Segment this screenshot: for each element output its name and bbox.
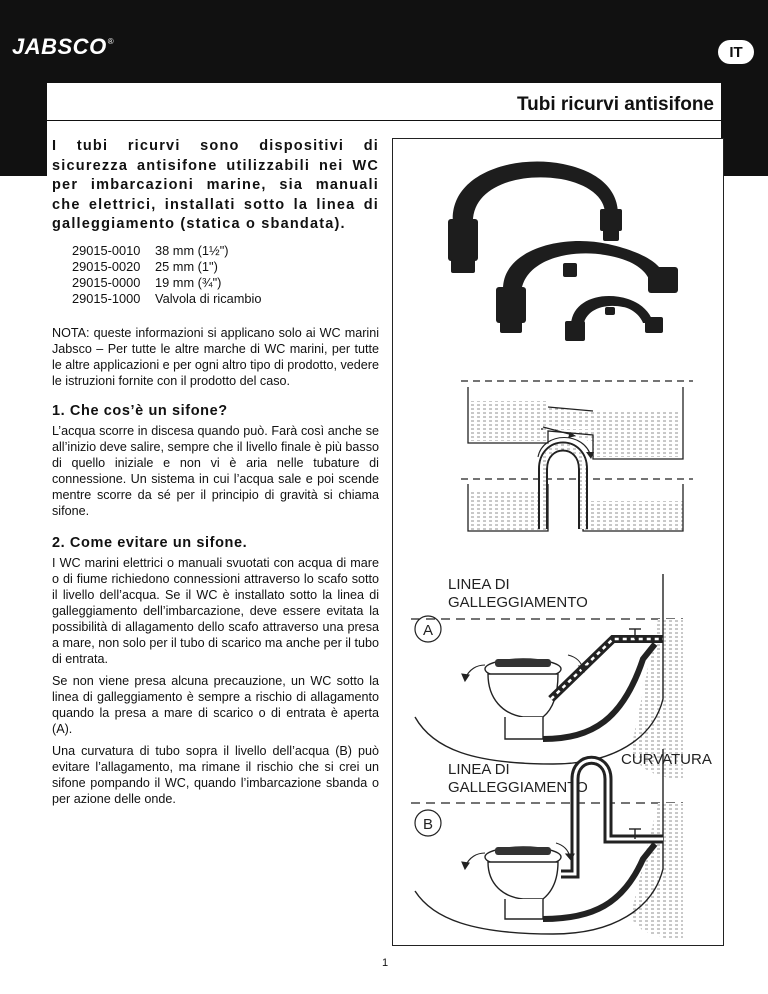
marker-a: A	[422, 622, 434, 639]
title-divider	[47, 120, 721, 121]
product-row	[72, 275, 379, 291]
product-desc: 38 mm (1½")	[155, 242, 229, 258]
waterline-label-a-line2: GALLEGGIAMENTO	[448, 594, 588, 611]
section-2-title: 2. Come evitare un sifone.	[52, 534, 248, 551]
curvature-label: CURVATURA	[621, 751, 712, 768]
header-bar	[0, 0, 768, 83]
section-1-paragraph: L’acqua scorre in discesa quando può. Farà così anche se all’inizio deve salire, sempre che il livello finale è più basso di quello iniziale e non vi è aria nelle tubature di connessione. Un sistema in cui l’acqua sale e poi scende mentre scorre da sé per il principio di gravità si chiama sifone.	[52, 423, 379, 518]
section-1-title: 1. Che cos’è un sifone?	[52, 402, 228, 419]
diagram-b	[411, 749, 712, 939]
section-2-paragraph: Una curvatura di tubo sopra il livello dell’acqua (B) può evitare l’allagamento, ma rimane il rischio che si crei un sifone pompando il WC, quando l’imbarcazione sbanda o per azione delle onde.	[52, 743, 379, 806]
product-code: 29015-0010	[72, 242, 141, 258]
note-paragraph: NOTA: queste informazioni si applicano solo ai WC marini Jabsco – Per tutte le altre marche di WC marini, per tutte le altre applicazioni e per ogni altro tipo di prodotto, vedere le istruzioni fornite con il prodotto del caso.	[52, 325, 379, 388]
product-desc: 25 mm (1")	[155, 258, 218, 274]
waterline-label-b-line2: GALLEGGIAMENTO	[448, 779, 588, 796]
product-code: 29015-1000	[72, 290, 141, 306]
product-code: 29015-0020	[72, 258, 141, 274]
product-list	[72, 243, 379, 307]
page-number: 1	[382, 957, 389, 969]
section-2-paragraph: I WC marini elettrici o manuali svuotati con acqua di mare o di fiume richiedono connessioni attraverso lo scafo sotto il livello dell’acqua. Se il WC è installato sotto la linea di galleggiamento dell’imbarcazione, deve essere evitata la possibilità di allagamento dello scafo attraverso una presa a mare, non solo per il tubo di scarico ma anche per il tubo di entrata.	[52, 555, 379, 666]
section-2-paragraph: Se non viene presa alcuna precauzione, un WC sotto la linea di galleggiamento è sempre a rischio di allagamento quando la presa a mare di scarico o di entrata è aperta (A).	[52, 673, 379, 736]
waterline-label-a-line1: LINEA DI	[448, 576, 510, 593]
registered-mark-icon: ®	[107, 36, 114, 46]
illustration-svg	[393, 139, 723, 945]
intro-paragraph: I tubi ricurvi sono dispositivi di sicurezza antisifone utilizzabili nei WC per imbarcazioni marine, sia manuali che elettrici, installati sotto la linea di galleggiamento (statica o sbandata).	[52, 138, 379, 232]
page-title: Tubi ricurvi antisifone	[516, 94, 714, 115]
toilet-icon	[485, 847, 561, 919]
left-margin-strip	[0, 83, 47, 176]
diagram-a	[411, 574, 683, 779]
illustration-panel	[392, 138, 724, 946]
jabsco-logo	[12, 30, 114, 64]
product-row	[72, 243, 379, 259]
waterline-label-b-line1: LINEA DI	[448, 761, 510, 778]
product-desc: 19 mm (¾")	[155, 274, 222, 290]
antisiphon-loops-photo	[448, 162, 678, 342]
text-column	[52, 137, 379, 813]
right-margin-strip	[721, 83, 768, 176]
toilet-icon	[485, 659, 561, 739]
language-badge: IT	[718, 40, 754, 64]
medium-loop	[503, 241, 665, 294]
product-code: 29015-0000	[72, 274, 141, 290]
brand-name: JABSCO	[12, 34, 107, 59]
product-row	[72, 291, 379, 307]
product-row	[72, 259, 379, 275]
marker-b: B	[422, 816, 434, 833]
product-desc: Valvola di ricambio	[155, 290, 262, 306]
